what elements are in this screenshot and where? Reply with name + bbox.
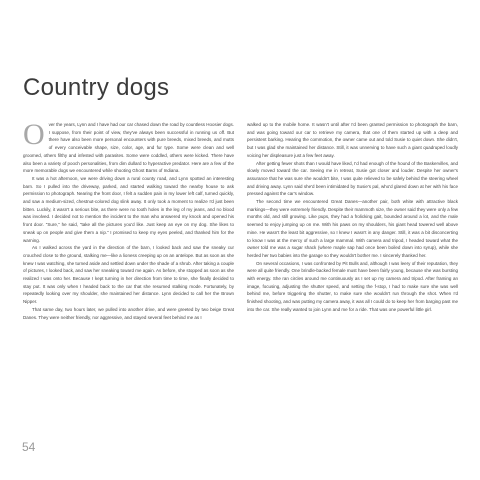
body-paragraph: After getting fewer shots than I would have liked, I'd had enough of the hound of the Baskervilles, and slowly moved toward the car. Seeing me in retreat, Susie got closer and louder. Despite her owner's assurance that he was sure she wouldn't bite, I was quite relieved to be safely behind the steering wheel and driving away. Lynn said she'd been intimidated by Susie's pal, who'd glared down at her with his face pressed against the car's window.: [247, 160, 458, 197]
opening-paragraph-text: ver the years, Lynn and I have had our car chased down the road by countless Hoosier dogs. I suppose, from their point of view, they've always been successful in running us off. But there have also been more personal encounters with pure breeds, mixed breeds, and mutts of every conceivable shape, size, color, age, and fur type. Some were clean and well groomed, others filthy and infested with parasites. Some were coddled, others were kicked. There have also been a variety of pooch personalities, from dim dullard to hyperactive predator. Here are a few of the more memorable dogs we encountered while shooting Ghost Barns of Indiana.: [23, 122, 234, 174]
body-paragraph: The second time we encountered Great Danes—another pair, both white with attractive black markings—they were extremely friendly. Despite their mammoth size, the owner said they were only a few months old, and still growing. Like pups, they had a frolicking gait, bounded around a lot, and the male seemed to enjoy jumping up on me. With his paws on my shoulders, his giant head towered well above mine. He wasn't the least bit aggressive, so I knew I wasn't in any danger. Still, it was a bit disconcerting to know I was at the mercy of such a large mammal. With camera and tripod, I headed toward what the owner told me was a sugar shack (where maple sap had once been boiled down into syrup), while she herded her two babies into the garage so they wouldn't bother me. I sincerely thanked her.: [247, 199, 458, 258]
body-paragraph: As I walked across the yard in the direction of the barn, I looked back and saw the sneaky cur crouched close to the ground, stalking me—like a lioness creeping up on an antelope. But as soon as she knew I was watching, she turned aside and settled down under the shade of a shrub. After taking a couple of pictures, I looked back, and saw her sneaking toward me again. As before, she stopped as soon as she realized I was onto her. Because I kept turning in her direction from time to time, she finally decided to stay put. It was only when I headed back to the car that she resumed stalking mode. Fortunately, by repeatedly looking over my shoulder, she maintained her distance. Lynn decided to call her the Brown Nipper.: [23, 245, 234, 305]
page-number: 54: [22, 440, 36, 454]
body-paragraph: That same day, two hours later, we pulled into another drive, and were greeted by two beige Great Danes. They were neither friendly, nor aggressive, and stayed several feet behind me as I: [23, 306, 234, 320]
body-paragraph: It was a hot afternoon, we were driving down a rural county road, and Lynn spotted an interesting barn. So I pulled into the driveway, parked, and started walking toward the nearby house to ask permission to photograph. Nearing the front door, I felt a sudden pain in my lower left calf, turned quickly, and saw a medium-sized, chestnut-colored dog slink away. It only took a moment to realize I'd just been bitten. Luckily, it wasn't a serious bite, as there were no tooth holes in the leg of my jeans, and no blood was involved. I decided not to mention the incident to the man who answered my knock and opened his front door. "Sure," he said, "take all the pictures you'd like. Just keep an eye on my dog. She likes to sneak up on people and give them a nip." I promised to keep my eyes peeled, and thanked him for the warning.: [23, 175, 234, 243]
opening-paragraph: [23, 121, 234, 175]
left-column: [23, 121, 234, 417]
right-column: [247, 121, 458, 417]
continued-paragraph: walked up to the mobile home. It wasn't until after I'd been granted permission to photograph the barn, and was going toward our car to retrieve my camera, that one of them started up with a deep and persistent barking. Hearing the commotion, the owner came out and told Susie to quiet down. She didn't, but I was glad she maintained her distance. Still, it was unnerving to have such a giant quadruped loudly voicing her displeasure just a few feet away.: [247, 122, 458, 158]
page-title: Country dogs: [23, 74, 170, 101]
body-paragraph: On several occasions, I was confronted by Pit Bulls and, although I was leery of their reputation, they were all quite friendly. One brindle-backed female must have been fairly young, because she was bursting with energy. She ran circles around me continuously as I set up my camera and tripod. After framing an image, focusing, adjusting the shutter speed, and setting the f-stop, I had to make sure she was well behind me, before triggering the shutter, to make sure she wouldn't run through the shot. When I'd finished shooting, and was putting my camera away, it was all I could do to keep her from barging past me into the car. She really wanted to join Lynn and me for a ride. That was one powerful little girl.: [247, 260, 458, 312]
drop-cap: O: [23, 121, 45, 151]
